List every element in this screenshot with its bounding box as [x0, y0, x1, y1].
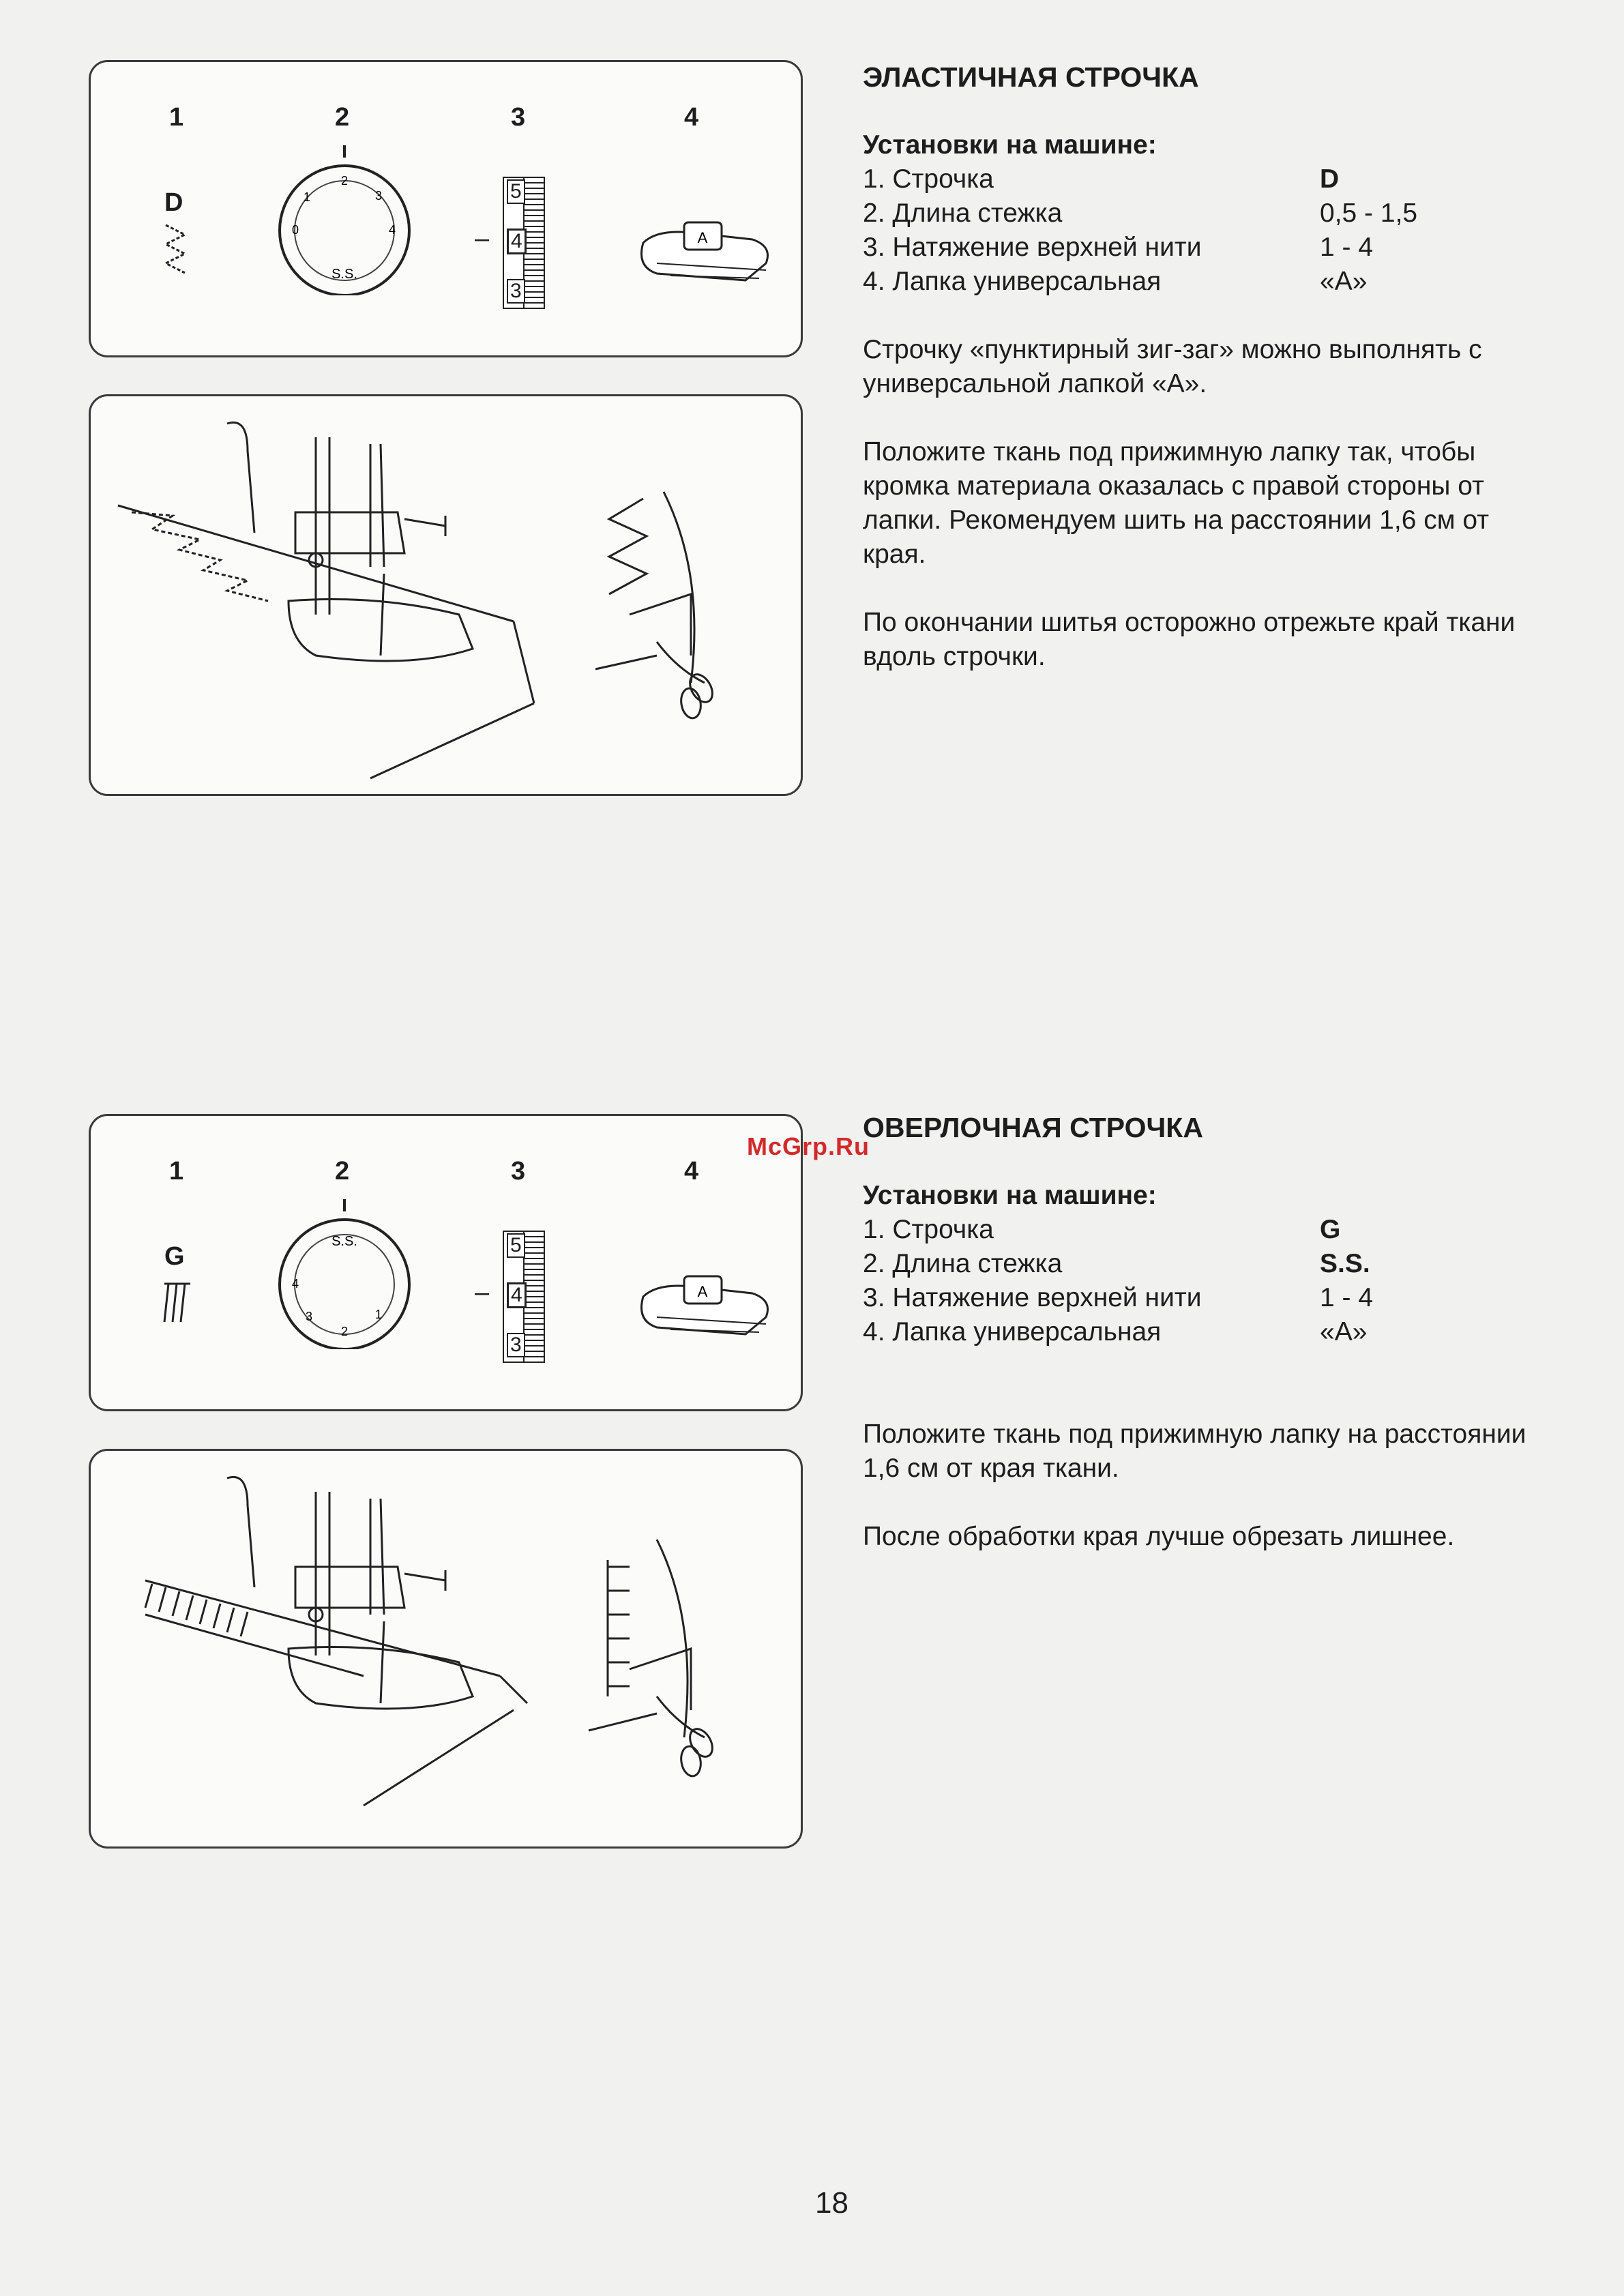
- svg-text:4: 4: [388, 223, 396, 237]
- settings-row: 3. Натяжение верхней нити 1 - 4: [863, 233, 1374, 262]
- machine-foot-drawing: [91, 1451, 805, 1851]
- elastic-paragraph-1: Строчку «пунктирный зиг-заг» можно выполнять с универсальной лапкой «А».: [863, 335, 1482, 398]
- label-4: 4: [684, 103, 699, 132]
- gauge-3: 3: [507, 279, 525, 304]
- overlock-paragraph-1: Положите ткань под прижимную лапку на расстоянии 1,6 см от края ткани.: [863, 1419, 1526, 1483]
- dial-ss-label: S.S.: [331, 267, 357, 282]
- stitch-length-dial: [269, 1199, 419, 1349]
- zigzag-stitch-icon: [160, 222, 194, 277]
- label-1: 1: [169, 1157, 184, 1186]
- overlock-title: ОВЕРЛОЧНАЯ СТРОЧКА: [863, 1112, 1203, 1143]
- settings-row: 4. Лапка универсальная «А»: [863, 267, 1368, 296]
- gauge-5: 5: [507, 1233, 525, 1258]
- stitch-length-dial: [269, 145, 419, 295]
- settings-row: 4. Лапка универсальная «А»: [863, 1317, 1368, 1346]
- tension-gauge: [503, 177, 550, 306]
- tension-mark: –: [475, 224, 490, 253]
- elastic-title: ЭЛАСТИЧНАЯ СТРОЧКА: [863, 61, 1199, 93]
- elastic-paragraph-2: Положите ткань под прижимную лапку так, чтобы кромка материала оказалась с правой стороны от лапки. Рекомендуем шить на расстоянии 1,6 см от края.: [863, 437, 1490, 569]
- machine-foot-drawing: [91, 396, 805, 798]
- svg-text:2: 2: [340, 174, 349, 188]
- label-2: 2: [335, 103, 350, 132]
- label-2: 2: [335, 1157, 350, 1186]
- svg-text:2: 2: [340, 1325, 349, 1338]
- dial-ss-label: S.S.: [331, 1234, 357, 1249]
- svg-text:A: A: [697, 229, 708, 246]
- svg-text:A: A: [697, 1283, 708, 1300]
- elastic-settings-title: Установки на машине:: [863, 130, 1157, 160]
- label-1: 1: [169, 103, 184, 132]
- overlock-stitch-icon: [160, 1281, 194, 1329]
- label-3: 3: [511, 103, 526, 132]
- page-number: 18: [815, 2186, 848, 2220]
- settings-row: 1. Строчка G: [863, 1215, 1341, 1244]
- settings-panel-overlock: [89, 1114, 803, 1411]
- overlock-settings-title: Установки на машине:: [863, 1181, 1157, 1210]
- gauge-4: 4: [507, 1282, 527, 1308]
- sewing-illustration-overlock: [89, 1449, 803, 1849]
- presser-foot-icon: [630, 1269, 780, 1344]
- label-3: 3: [511, 1157, 526, 1186]
- elastic-paragraph-3: По окончании шитья осторожно отрежьте край ткани вдоль строчки.: [863, 608, 1516, 671]
- tension-mark: –: [475, 1278, 490, 1307]
- settings-row: 2. Длина стежка S.S.: [863, 1249, 1370, 1278]
- sewing-illustration-elastic: [89, 394, 803, 796]
- elastic-section: [863, 60, 1559, 674]
- svg-text:3: 3: [305, 1310, 313, 1323]
- settings-row: 2. Длина стежка 0,5 - 1,5: [863, 198, 1418, 228]
- svg-text:4: 4: [291, 1277, 299, 1291]
- gauge-3: 3: [507, 1333, 525, 1357]
- stitch-letter: G: [164, 1242, 185, 1271]
- settings-panel-elastic: [89, 60, 803, 357]
- label-4: 4: [684, 1157, 699, 1186]
- settings-row: 3. Натяжение верхней нити 1 - 4: [863, 1283, 1374, 1312]
- svg-text:3: 3: [374, 189, 383, 203]
- watermark: McGrp.Ru: [747, 1132, 870, 1160]
- stitch-letter: D: [164, 188, 183, 217]
- gauge-5: 5: [507, 179, 525, 204]
- overlock-section: [863, 1110, 1559, 1554]
- tension-gauge: [503, 1231, 550, 1360]
- overlock-paragraph-2: После обработки края лучше обрезать лишнее.: [863, 1522, 1455, 1551]
- svg-text:1: 1: [303, 190, 311, 204]
- gauge-4: 4: [507, 229, 527, 254]
- settings-row: 1. Строчка D: [863, 164, 1340, 194]
- svg-text:0: 0: [291, 223, 299, 237]
- presser-foot-icon: [630, 216, 780, 291]
- svg-text:1: 1: [374, 1308, 383, 1321]
